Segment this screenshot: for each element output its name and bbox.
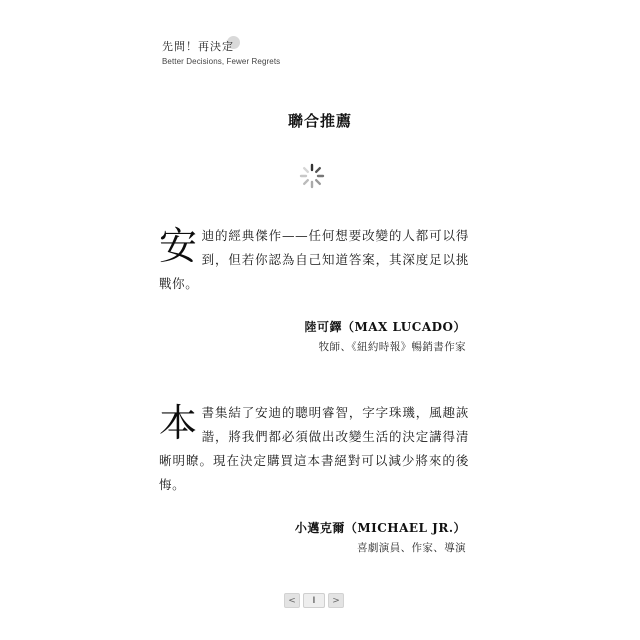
attribution: [159, 318, 469, 354]
drop-cap: 安: [159, 224, 198, 268]
book-title: [162, 38, 234, 54]
page-number: I: [312, 595, 316, 606]
endorsement-text: [159, 401, 469, 497]
endorser-name: 小邁克爾（MICHAEL JR.）: [294, 521, 466, 535]
book-title-text: 先問！再決定: [162, 40, 234, 53]
spinner-ornament-icon: [299, 163, 325, 189]
endorsement-2: [159, 401, 469, 555]
endorser-role: 喜劇演員、作家、導演: [357, 542, 466, 554]
current-page-indicator[interactable]: [303, 593, 325, 608]
chevron-right-icon: >: [332, 595, 340, 606]
endorser-name: 陸可鐸（MAX LUCADO）: [304, 320, 466, 334]
endorsement-body: 書集結了安迪的聰明睿智，字字珠璣，風趣詼諧，將我們都必須做出改變生活的決定講得清晰明瞭。現在決定購買這本書絕對可以減少將來的後悔。: [159, 405, 469, 492]
section-title: 聯合推薦: [287, 112, 352, 130]
drop-cap: 本: [159, 401, 198, 445]
endorsement-body: 迪的經典傑作——任何想要改變的人都可以得到，但若你認為自己知道答案，其深度足以挑戰你。: [159, 228, 469, 291]
endorsement-1: [159, 224, 469, 354]
chevron-left-icon: <: [288, 595, 296, 606]
running-header: [162, 35, 280, 66]
attribution: [159, 519, 469, 555]
endorser-role: 牧師、《紐約時報》暢銷書作家: [318, 341, 466, 353]
endorsement-text: [159, 224, 469, 296]
next-page-button[interactable]: [328, 593, 344, 608]
book-subtitle: Better Decisions, Fewer Regrets: [162, 57, 281, 66]
page-navigator: [284, 593, 344, 608]
previous-page-button[interactable]: [284, 593, 300, 608]
